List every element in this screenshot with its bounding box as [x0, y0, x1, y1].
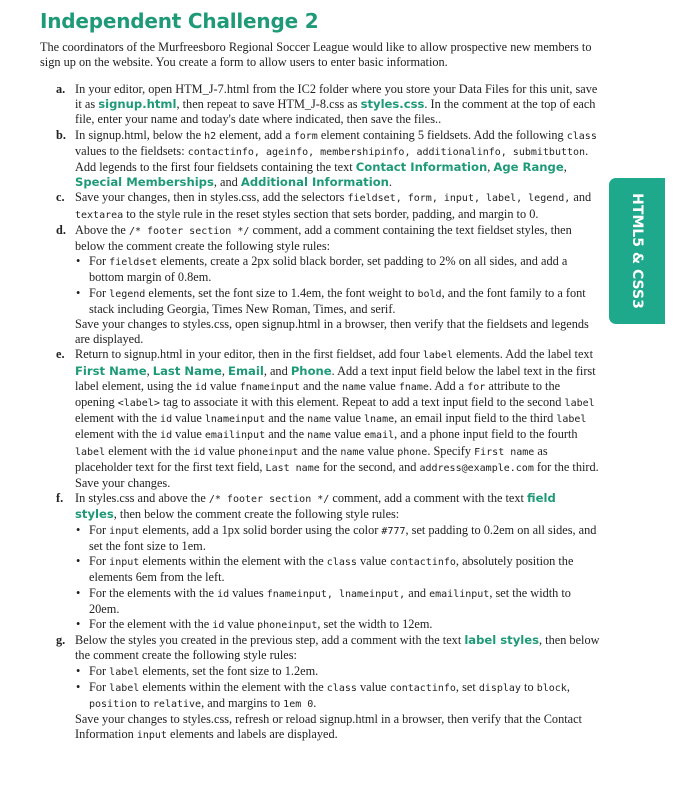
step-text: value	[175, 411, 202, 426]
step-text: . Specify	[427, 443, 472, 458]
step-text: .	[313, 695, 317, 710]
step-text: , absolutely position the elements 6em from the left.	[89, 554, 574, 585]
code-term: id	[212, 619, 225, 631]
step-text: as placeholder text for the first text field,	[75, 443, 548, 474]
step-text: value	[208, 443, 235, 458]
step-text: , set	[455, 679, 476, 694]
code-term: 1em 0	[283, 698, 314, 710]
step-text: attribute to the opening	[75, 378, 561, 410]
highlight-term: field styles	[75, 491, 556, 522]
step-d	[56, 223, 601, 348]
step-text: elements, add a 1px solid border using the color	[142, 522, 379, 537]
code-term: phoneinput	[238, 446, 299, 458]
step-text: elements, set the font size to 1.2em.	[142, 663, 319, 678]
rule-list	[75, 523, 601, 633]
code-term: lnameinput	[204, 414, 266, 426]
code-term: contactinfo	[389, 557, 456, 569]
step-text: value	[334, 427, 361, 442]
code-term: email	[364, 430, 395, 442]
list-item	[75, 680, 601, 712]
step-text: , set the width to 12em.	[317, 616, 433, 631]
step-letter: b.	[56, 127, 66, 142]
code-term: id	[194, 381, 207, 393]
highlight-term: Additional Information	[240, 175, 389, 190]
step-text: ,	[221, 363, 225, 378]
highlight-term: label styles	[464, 633, 540, 648]
step-text: Save your changes to styles.css, refresh or reload signup.html in a browser, then verify that the Contact Information	[75, 712, 582, 742]
highlight-term: First Name	[75, 363, 147, 378]
code-term: fieldset, form, input, label, legend,	[347, 193, 571, 205]
section-side-tab	[609, 178, 665, 324]
step-text: element with the	[75, 427, 157, 442]
list-item	[75, 554, 601, 585]
code-term: legend	[109, 288, 146, 300]
step-text: Save your changes, then in styles.css, add the selectors	[75, 190, 345, 205]
step-text: value	[334, 411, 361, 426]
step-text: Save your changes to styles.css, open signup.html in a browser, then verify that the fieldsets and legends are displayed.	[75, 317, 589, 347]
step-text: . Add legends to the first four fieldsets containing the text	[75, 143, 589, 175]
step-text: value	[227, 616, 255, 631]
code-term: label	[75, 446, 106, 458]
step-text: elements, create a 2px solid black border, set padding to 2% on all sides, and add a bottom margin of 0.8em.	[89, 254, 568, 285]
steps-list	[56, 82, 601, 744]
code-term: fname	[398, 381, 429, 393]
step-text: comment, add a comment containing the text fieldset styles, then below the comment create the following style rules:	[75, 222, 572, 254]
step-letter: f.	[56, 491, 64, 506]
step-text: to	[140, 695, 150, 710]
step-text: ,	[563, 160, 567, 175]
step-text: elements. Add the label text	[456, 347, 593, 362]
step-text: , and margins to	[201, 695, 281, 710]
code-term: phoneinput	[257, 619, 318, 631]
code-term: relative	[152, 698, 202, 710]
code-term: label	[556, 414, 587, 426]
list-item	[75, 586, 601, 617]
step-text: value	[367, 443, 395, 458]
step-text: , and a phone input field to the fourth	[394, 427, 578, 442]
step-text: and	[408, 585, 427, 600]
step-text: In your editor, open HTM_J-7.html from the IC2 folder where you store your Data Files for this unit, save it as	[75, 82, 598, 112]
step-letter: g.	[56, 633, 66, 648]
code-term: name	[340, 446, 365, 458]
code-term: input	[109, 557, 140, 569]
code-term: textarea	[75, 209, 124, 221]
step-text: value	[175, 427, 202, 442]
code-term: id	[217, 588, 230, 600]
list-item	[75, 254, 601, 285]
step-text: element containing 5 fieldsets. Add the following	[320, 127, 564, 142]
step-text: value	[210, 378, 237, 393]
step-text: elements within the element with the	[142, 679, 324, 694]
side-tab-label: HTML5 & CSS3	[629, 193, 645, 309]
code-term: id	[160, 414, 173, 426]
list-item	[75, 664, 601, 680]
step-text: and the	[268, 411, 305, 426]
step-text: ,	[566, 679, 570, 694]
highlight-term: Email	[228, 363, 264, 378]
code-term: contactinfo	[389, 682, 456, 694]
step-text: , set the width to 20em.	[89, 585, 571, 616]
step-text: , set padding to 0.2em on all sides, and set the font size to 1em.	[89, 522, 597, 553]
step-text: and	[573, 190, 592, 205]
step-text: Return to signup.html in your editor, then in the first fieldset, add four	[75, 347, 420, 362]
code-term: input	[109, 525, 140, 537]
page-title: Independent Challenge 2	[40, 9, 319, 33]
code-term: fnameinput, lnameinput,	[266, 588, 406, 600]
step-f	[56, 491, 601, 633]
step-text: values to the fieldsets:	[75, 143, 185, 158]
step-text: for the third. Save your changes.	[75, 459, 599, 491]
code-term: /* footer section */	[128, 225, 250, 237]
step-text: elements and labels are displayed.	[170, 727, 338, 742]
code-term: label	[564, 398, 595, 410]
step-text: ,	[487, 160, 491, 175]
code-term: /* footer section */	[208, 494, 330, 506]
step-text: . In the comment at the top of each file, enter your name and today's date where indicated, then save the files..	[75, 97, 596, 127]
highlight-term: Special Memberships	[75, 175, 214, 190]
step-text: , then below the comment create the following style rules:	[113, 507, 400, 522]
step-text: Above the	[75, 222, 126, 237]
code-term: <label>	[117, 398, 160, 410]
code-term: emailinput	[204, 430, 266, 442]
step-text: . Add a text input field below the label text in the first label element, using the	[75, 363, 596, 393]
step-text: and the	[301, 443, 338, 458]
step-text: values	[232, 585, 264, 600]
step-text: For	[89, 679, 107, 694]
step-text: tag to associate it with this element. Repeat to add a text input field to the second	[162, 395, 562, 410]
step-text: For	[89, 254, 107, 269]
step-text: . Add a	[428, 378, 465, 393]
step-text: In signup.html, below the	[75, 127, 202, 142]
step-text: ,	[146, 363, 150, 378]
rule-list	[75, 254, 601, 317]
intro-paragraph: The coordinators of the Murfreesboro Regional Soccer League would like to allow prospective new members to sign up on the website. You create a form to allow users to enter basic information.	[40, 40, 592, 70]
code-term: phone	[397, 446, 428, 458]
code-term: #777	[381, 525, 406, 537]
code-term: fieldset	[109, 257, 158, 269]
step-text: For	[89, 663, 107, 678]
step-text: , and the font family to a font stack including Georgia, Times New Roman, Times, and serif.	[89, 285, 586, 316]
step-text: elements, set the font size to 1.4em, the font weight to	[148, 285, 415, 300]
step-text: , then repeat to save HTM_J-8.css as	[176, 97, 358, 112]
code-term: form	[293, 130, 318, 142]
step-text: , then below the comment create the following style rules:	[75, 633, 600, 663]
code-term: display	[478, 682, 521, 694]
step-letter: e.	[56, 347, 65, 362]
step-text: For the element with the	[89, 616, 210, 631]
code-term: address@example.com	[419, 462, 534, 474]
highlight-term: Phone	[290, 363, 332, 378]
highlight-term: Last Name	[152, 363, 222, 378]
step-g	[56, 633, 601, 743]
step-text: element, add a	[219, 127, 291, 142]
step-text: and the	[303, 378, 339, 393]
step-letter: a.	[56, 82, 66, 96]
step-text: elements within the element with the	[142, 554, 324, 569]
step-text: In styles.css and above the	[75, 491, 206, 506]
code-term: name	[341, 381, 367, 393]
step-text: element with the	[75, 411, 157, 426]
step-text: , and	[213, 175, 238, 190]
code-term: name	[307, 430, 332, 442]
step-c	[56, 190, 601, 222]
code-term: First name	[474, 446, 535, 458]
code-term: for	[467, 381, 486, 393]
step-letter: c.	[56, 190, 65, 205]
step-text: , and	[263, 363, 288, 378]
code-term: class	[566, 130, 597, 142]
step-text: for the second, and	[322, 459, 417, 474]
highlight-term: Age Range	[493, 160, 564, 175]
code-term: class	[326, 682, 357, 694]
code-term: position	[89, 698, 138, 710]
code-term: emailinput	[429, 588, 490, 600]
step-b	[56, 128, 601, 191]
step-text: .	[388, 175, 392, 190]
step-letter: d.	[56, 222, 66, 237]
step-text: For	[89, 285, 107, 300]
code-term: fnameinput	[239, 381, 300, 393]
step-text: For	[89, 554, 107, 569]
rule-list	[75, 664, 601, 713]
step-text: , an email input field to the third	[394, 411, 554, 426]
code-term: id	[160, 430, 173, 442]
code-term: label	[422, 350, 453, 362]
code-term: name	[307, 414, 332, 426]
list-item	[75, 523, 601, 554]
list-item	[75, 286, 601, 317]
step-a	[56, 82, 601, 128]
code-term: input	[136, 730, 167, 742]
code-term: bold	[417, 288, 442, 300]
step-text: For the elements with the	[89, 585, 214, 600]
code-term: Last name	[265, 462, 320, 474]
code-term: class	[326, 557, 357, 569]
code-term: label	[109, 682, 140, 694]
code-term: h2	[204, 130, 217, 142]
step-text: to	[524, 679, 534, 694]
step-text: and the	[268, 427, 305, 442]
list-item	[75, 617, 601, 633]
step-text: value	[359, 679, 387, 694]
highlight-term: signup.html	[98, 97, 177, 112]
step-text: Below the styles you created in the previous step, add a comment with the text	[75, 633, 462, 648]
step-text: comment, add a comment with the text	[332, 491, 524, 506]
step-text: to the style rule in the reset styles section that sets border, padding, and margin to 0.	[126, 206, 539, 221]
step-text: value	[369, 378, 396, 393]
step-text: element with the	[108, 443, 191, 458]
highlight-term: styles.css	[360, 97, 425, 112]
code-term: id	[193, 446, 206, 458]
code-term: block	[536, 682, 567, 694]
highlight-term: Contact Information	[355, 160, 488, 175]
step-text: For	[89, 522, 107, 537]
code-term: label	[109, 666, 140, 678]
step-e	[56, 347, 601, 491]
step-text: value	[359, 554, 387, 569]
code-term: contactinfo, ageinfo, membershipinfo, additionalinfo, submitbutton	[187, 146, 586, 158]
code-term: lname	[364, 414, 395, 426]
